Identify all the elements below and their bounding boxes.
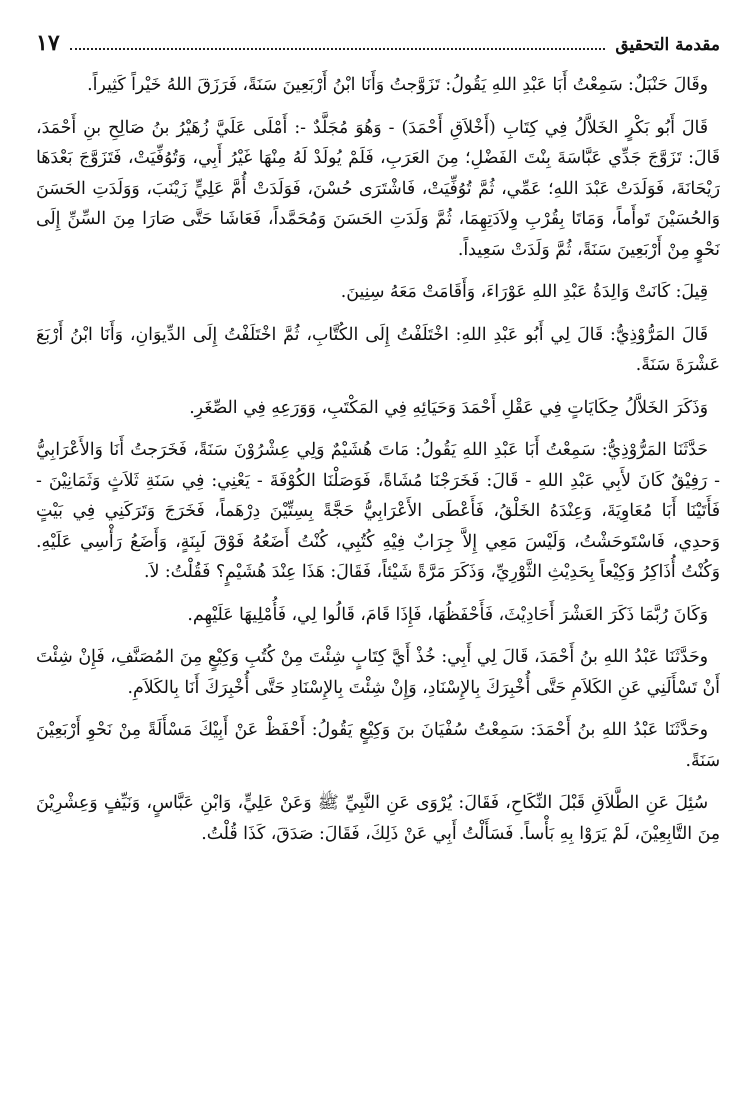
page-number: ١٧	[36, 30, 60, 56]
book-page	[36, 30, 720, 1090]
paragraph-memorizing: وَكَانَ رُبَّمَا ذَكَرَ العَشْرَ أَحَادِيْثَ، فَأَحْفَظُهَا، فَإِذَا قَامَ، قَالُوا لِي، فَأُمْلِيهَا عَلَيْهِم.	[187, 604, 708, 625]
paragraph-kuttab: قَالَ المَرُّوْذِيُّ: قَالَ لِي أَبُو عَبْدِ اللهِ: اخْتَلَفْتُ إِلَى الكُتَّابِ، ثُمَّ اخْتَلَفْتُ إِلَى الدِّيوَانِ، وَأَنَا ابْنُ أَرْبَعَ عَشْرَةَ سَنَةً.	[36, 324, 720, 375]
running-title: مقدمة التحقيق	[615, 35, 720, 55]
paragraph-childhood: وَذَكَرَ الخَلاَّلُ حِكَايَاتٍ فِي عَقْلِ أَحْمَدَ وَحَيَائِهِ فِي المَكْتَبِ، وَوَرَعِهِ فِي الصِّغَرِ.	[189, 397, 708, 418]
paragraph-sufyan: وحَدَّثَنَا عَبْدُ اللهِ بنُ أَحْمَدَ: سَمِعْتُ سُفْيَانَ بنَ وَكِيْعٍ يَقُولُ: أَحْفَظْ عَنْ أَبِيْكَ مَسْأَلَةً مِنْ نَحْوِ أَرْبَعِيْنَ سَنَةً.	[36, 720, 720, 771]
page-header	[36, 30, 720, 64]
page-body	[36, 70, 720, 849]
paragraph-kufa-journey: حَدَّثَنَا المَرُّوْذِيُّ: سَمِعْتُ أَبَا عَبْدِ اللهِ يَقُولُ: مَاتَ هُشَيْمٌ وَلِي عِشْرُوْنَ سَنَةً، فَخَرَجتُ أَنَا وَالأَعْرَابِيُّ - رَفِيْقٌ كَانَ لأَبِي عَبْدِ اللهِ - قَالَ: فَخَرَجْنَا مُشَاةً، فَوَصَلْنَا الكُوْفَةَ - يَعْنِي: فِي سَنَةِ ثَلاَثٍ وَثَمَانِيْنَ - فَأَتَيْنَا أَبَا مُعَاوِيَةَ، وَعِنْدَهُ الخَلْقُ، فَأَعْطَى الأَعْرَابِيُّ حَجَّةً بِسِتِّيْنَ دِرْهَماً، فَخَرَجَ وَتَرَكَنِي فِي بَيْتٍ وَحدِي، فَاسْتَوحَشْتُ، وَلَيْسَ مَعِي إِلاَّ جِرَابٌ فِيْهِ كُتُبِي، كُنْتُ أَضَعُهُ فَوْقَ لَبِنَةٍ، وَأَضَعُ رَأْسِي عَلَيْهِ. وَكُنْتُ أُذَاكِرُ وَكِيْعاً بِحَدِيْثِ الثَّوْرِيِّ، وَذَكَرَ مَرَّةً شَيْئاً، فَقَالَ: هَذَا عِنْدَ هُشَيْمٍ؟ فَقُلْتُ: لاَ.	[36, 440, 720, 582]
paragraph-isnad: وحَدَّثَنَا عَبْدُ اللهِ بنُ أَحْمَدَ، قَالَ لِي أَبِي: خُذْ أَيَّ كِتَابٍ شِئْتَ مِنْ كُتُبِ وَكِيْعٍ مِنَ المُصَنَّفِ، فَإِنْ شِئْتَ أَنْ تَسْأَلَنِي عَنِ الكَلاَمِ حَتَّى أُخْبِرَكَ بِالإِسْنَادِ، وَإِنْ شِئْتَ بِالإِسْنَادِ حَتَّى أُخْبِرَكَ أَنَا بِالكَلاَمِ.	[36, 647, 720, 698]
paragraph-divorce-question: سُئِلَ عَنِ الطَّلاَقِ قَبْلَ النِّكَاحِ، فَقَالَ: يُرْوَى عَنِ النَّبِيِّ ﷺ وَعَنْ عَلِيٍّ، وَابْنِ عَبَّاسٍ، وَنَيِّفٍ وَعِشْرِيْنَ مِنَ التَّابِعِيْنَ، لَمْ يَرَوْا بِهِ بَأْساً. فَسَأَلْتُ أَبِي عَنْ ذَلِكَ، فَقَالَ: صَدَقَ، كَذَا قُلْتُ.	[36, 793, 720, 844]
paragraph-hanbal-marriage: وقَالَ حَنْبَلٌ: سَمِعْتُ أَبَا عَبْدِ اللهِ يَقُولُ: تَزَوَّجتُ وَأَنَا ابْنُ أَرْبَعِينَ سَنَةً، فَرَزَقَ اللهُ خَيْراً كَثِيراً.	[87, 75, 708, 95]
paragraph-mother: قِيلَ: كَانَتْ وَالِدَةُ عَبْدِ اللهِ عَوْرَاءَ، وَأَقَامَتْ مَعَهُ سِنِينَ.	[340, 282, 708, 302]
paragraph-khallal-family: قَالَ أَبُو بَكْرٍ الخَلاَّلُ فِي كِتَابِ (أَخْلاَقِ أَحْمَدَ) - وَهُوَ مُجَلَّدٌ -: أَمْلَى عَلَيَّ زُهَيْرُ بنُ صَالِحِ بنِ أَحْمَدَ، قَالَ: تَزَوَّجَ جَدِّي عَبَّاسَةَ بِنْتَ الفَضْلِ؛ مِنَ العَرَبِ، فَلَمْ يُولَدْ لَهُ مِنْهَا غَيْرُ أَبِي، وَتُوُفِّيَتْ، فَتَزَوَّجَ بَعْدَهَا رَيْحَانَةَ، فَوَلَدَتْ عَبْدَ اللهِ؛ عَمِّي، ثُمَّ تُوُفِّيَتْ، فَاشْتَرَى حُسْنَ، فَوَلَدَتْ أُمَّ عَلِيٍّ زَيْنَبَ، وَوَلَدَتِ الحَسَنَ وَالحُسَيْنَ تَوأَماً، وَمَاتَا بِقُرْبِ وِلاَدَتِهِمَا، ثُمَّ وَلَدَتِ الحَسَنَ وَمُحَمَّداً، فَعَاشَا حَتَّى صَارَا مِنَ السِّنِّ إِلَى نَحْوٍ مِنْ أَرْبَعِينَ سَنَةً، ثُمَّ وَلَدَتْ سَعِيداً.	[36, 117, 720, 260]
dotted-leader	[70, 38, 606, 50]
